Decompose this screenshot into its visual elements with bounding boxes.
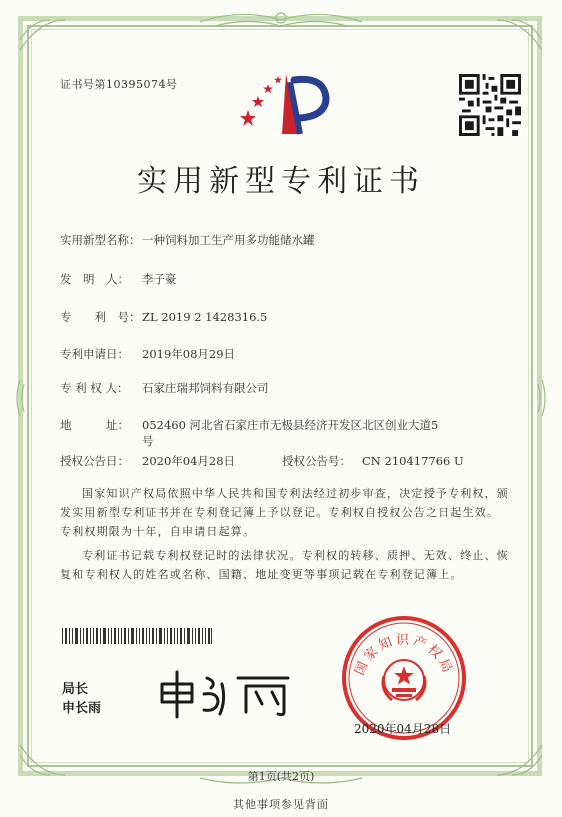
- field-value: CN 210417766 U: [362, 454, 464, 468]
- field-value: 2019年08月29日: [142, 347, 236, 361]
- field-label: 地 址：: [60, 418, 129, 432]
- field-value-continued: 号: [142, 434, 154, 448]
- signatory-name: 申长雨: [62, 701, 102, 716]
- field-patentee: [0, 381, 562, 395]
- page-number: 第1页(共2页): [247, 770, 315, 783]
- qr-code: [459, 74, 521, 136]
- barcode: [62, 628, 212, 644]
- field-patent-number: [0, 310, 562, 324]
- field-label: 专利申请日：: [60, 347, 129, 361]
- field-value: 李子豪: [142, 272, 177, 286]
- patent-office-logo: [238, 70, 334, 138]
- field-application-date: [0, 347, 562, 361]
- legal-status-statement: 专利证书记载专利权登记时的法律状况。专利权的转移、质押、无效、终止、恢复和专利权人的姓名或名称、国籍、地址变更等事项记载在专利登记簿上。: [60, 549, 509, 581]
- certificate-number: 证书号第10395074号: [60, 78, 178, 91]
- signatory-title: 局长: [62, 682, 89, 697]
- field-value: 一种饲料加工生产用多功能储水罐: [142, 233, 315, 247]
- svg-text:国家知识产权局: 国家知识产权局: [352, 633, 456, 678]
- seal-date: 2020年04月28日: [354, 722, 452, 736]
- back-page-note: 其他事项参见背面: [233, 798, 329, 811]
- field-value: 052460 河北省石家庄市无极县经济开发区北区创业大道5: [142, 418, 439, 432]
- field-label: 专 利 号：: [60, 310, 141, 324]
- field-value: 2020年04月28日: [142, 454, 236, 468]
- handwritten-signature: [152, 664, 302, 720]
- field-label: 专 利 权 人：: [60, 381, 129, 395]
- field-label: 实用新型名称：: [60, 233, 141, 247]
- field-utility-model-name: [0, 233, 562, 247]
- field-value: 石家庄瑞邦饲料有限公司: [142, 381, 269, 395]
- field-label: 授权公告日：: [60, 454, 129, 468]
- field-label: 授权公告号：: [282, 454, 351, 468]
- field-address: [0, 418, 562, 448]
- field-label: 发 明 人：: [60, 272, 129, 286]
- field-value: ZL 2019 2 1428316.5: [142, 310, 268, 324]
- field-grant-date: [0, 454, 562, 468]
- field-inventor: [0, 272, 562, 286]
- grant-statement: 国家知识产权局依照中华人民共和国专利法经过初步审查，决定授予专利权，颁发实用新型专利证书并在专利登记簿上予以登记。专利权自授权公告之日起生效。专利权期限为十年，自申请日起算。: [60, 487, 509, 538]
- certificate-title: 实用新型专利证书: [137, 164, 425, 199]
